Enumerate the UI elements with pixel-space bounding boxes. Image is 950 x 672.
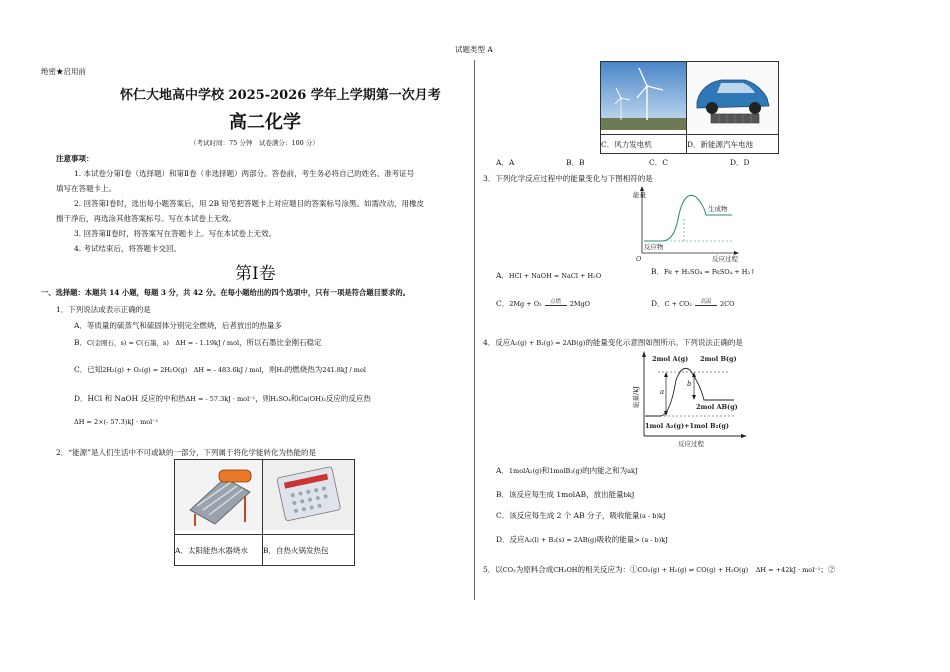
q4-option-b: [496, 489, 634, 500]
q2-answer-d: D．D: [730, 158, 750, 167]
q4-d-prefix: D．反应: [496, 535, 525, 544]
q3-b-prefix: B．: [651, 267, 665, 276]
q4-a-prefix: A．: [496, 466, 509, 475]
q3-d-condition: 高温: [700, 299, 712, 305]
note-line: 3. 回答第Ⅱ卷时，将答案写在答题卡上。写在本试卷上无效。: [74, 229, 277, 238]
q5-suffix: 的相关反应为：①: [577, 565, 638, 574]
q1-d-mid: ，则: [255, 394, 271, 403]
q2-stem: 2．“能源”是人们生活中不可或缺的一部分，下列属于将化学能转化为热能的是: [56, 448, 316, 457]
q4-label-b: b: [687, 380, 692, 388]
heating-pack-image: [263, 460, 355, 535]
column-divider: [474, 60, 475, 600]
q3-product-label: 生成物: [708, 205, 728, 213]
q4-stem-equation: A₂(g) + B₂(g) = 2AB(g): [510, 339, 586, 347]
notes-heading: 注意事项：: [56, 154, 94, 163]
q4-c-value: (a - b)kJ: [639, 512, 666, 520]
q1-c-suffix: 的燃烧热为: [284, 365, 323, 374]
part1-instruction: 一、选择题：本题共 14 小题，每题 3 分，共 42 分。在每小题给出的四个选项中，只有一项是符合题目要求的。: [41, 288, 410, 297]
q4-label-a: a: [660, 388, 665, 396]
q3-a-prefix: A．: [496, 271, 509, 280]
q4-d-suffix: 吸收的能量: [596, 535, 635, 544]
paper-type: 试题类型 A: [455, 45, 493, 54]
q4-d-equation: A₂(l) + B₂(s) = 2AB(g): [524, 536, 597, 544]
q5-ch3oh: CH₃OH: [553, 566, 578, 574]
q4-b-text: B．该反应每生成 1molAB，放出能量: [496, 490, 624, 499]
q3-stem: 3．下列化学反应过程中的能量变化与下图相符的是: [483, 174, 653, 183]
q1-option-a: A．等质量的硫蒸气和硫固体分别完全燃烧，后者放出的热量多: [74, 321, 282, 330]
q5-mid: 为原料合成: [515, 565, 554, 574]
q1-c-h2: H₂: [276, 366, 285, 374]
q1-option-d: [74, 393, 371, 404]
q3-a-equation: HCl + NaOH = NaCl + H₂O: [508, 272, 602, 280]
q4-d-value: > (a - b)kJ: [634, 536, 668, 544]
q3-d-right: 2CO: [719, 300, 735, 308]
q4-energy-diagram: [630, 350, 750, 450]
q4-x-label: 反应过程: [678, 440, 704, 448]
q2-caption-b: B．自热火锅发热包: [263, 535, 355, 566]
q2-image-table-left: [174, 459, 355, 566]
wind-turbine-image: [601, 62, 687, 135]
q1-b-equation: C(金刚石，s) = C(石墨，s) ΔH = - 1.19kJ / mol: [87, 339, 240, 347]
q3-option-a: [496, 270, 601, 281]
q2-caption-a: A．太阳能热水器烧水: [175, 535, 263, 566]
q1-b-prefix: B．: [74, 338, 88, 347]
q5-dh: ΔH = +42kJ · mol⁻¹: [755, 566, 821, 574]
q1-d-and: 和: [290, 394, 299, 403]
q1-d-prefix: D．HCl 和 NaOH 反应的中和热: [74, 394, 186, 403]
electric-car-icon: [687, 62, 778, 130]
q4-a-value: akJ: [627, 467, 638, 475]
q4-option-a: [496, 465, 638, 476]
q4-label-top-a: 2mol A(g): [652, 355, 689, 363]
q4-a-x: 1molA₂(g): [508, 467, 542, 475]
q1-d-acid: H₂SO₄: [270, 395, 291, 403]
q2-answer-b: B．B: [566, 158, 585, 167]
q2-image-table-right: [600, 61, 779, 154]
q3-origin-label: O: [636, 255, 642, 263]
q3-reactant-label: 反应物: [644, 243, 664, 251]
note-line: 4. 考试结束后，将答题卡交回。: [74, 244, 182, 253]
q5-stem: [483, 564, 835, 575]
exam-info: （考试时间：75 分钟 试卷满分：100 分）: [190, 139, 319, 147]
q4-b-value: bkJ: [623, 491, 635, 499]
q3-d-prefix: D．: [651, 299, 665, 308]
q3-option-c: [496, 298, 590, 309]
q4-c-text: C．该反应每生成 2 个 AB 分子，吸收能量: [496, 511, 640, 520]
q4-a-suffix: 的内能之和为: [582, 466, 628, 475]
q3-d-arrow: [695, 297, 717, 306]
q3-c-arrow: [545, 297, 567, 306]
q3-b-equation: Fe + H₂SO₄ = FeSO₄ + H₂↑: [664, 268, 756, 276]
q3-c-right: 2MgO: [569, 300, 590, 308]
q2-answer-a: A．A: [496, 158, 515, 167]
q1-d-line2: ΔH = 2×(- 57.3)kJ · mol⁻¹: [74, 418, 159, 426]
note-line: 填写在答题卡上。: [56, 184, 116, 193]
q5-end: ；②: [820, 565, 836, 574]
q1-c-prefix: C．已知: [74, 365, 103, 374]
heating-pack-icon: [263, 460, 354, 530]
school-title: 怀仁大地高中学校 2025-2026 学年上学期第一次月考: [120, 88, 441, 103]
q2-caption-d: D．新能源汽车电池: [687, 135, 779, 154]
q3-energy-diagram: [632, 183, 742, 263]
q3-c-left: 2Mg + O₂: [509, 300, 542, 308]
q1-c-value: 241.8kJ / mol: [322, 366, 366, 374]
q5-co2: CO₂: [502, 566, 516, 574]
q4-label-top-b: 2mol B(g): [700, 355, 737, 363]
q4-option-d: [496, 534, 668, 545]
q1-option-b: [74, 337, 322, 348]
q4-option-c: [496, 510, 665, 521]
ev-battery-image: [687, 62, 779, 135]
q1-c-mid: ，则: [261, 365, 277, 374]
q2-answer-c: C．C: [649, 158, 668, 167]
note-line: 1. 本试卷分第Ⅰ卷（选择题）和第Ⅱ卷（非选择题）两部分。答卷前，考生务必将自己的姓名、准考证号: [74, 169, 415, 178]
q2-caption-c: C．风力发电机: [601, 135, 687, 154]
q3-option-b: [651, 266, 756, 277]
q3-option-d: [651, 298, 734, 309]
q4-a-y: 1molB₂(g): [549, 467, 583, 475]
solar-water-heater-icon: [175, 460, 262, 530]
q4-stem-prefix: 4．反应: [483, 338, 511, 347]
q4-label-mid: 2mol AB(g): [696, 403, 738, 411]
note-line: 擦干净后，再选涂其他答案标号。写在本试卷上无效。: [56, 214, 236, 223]
q1-d-base: Ca(OH)₂: [298, 395, 326, 403]
solar-heater-image: [175, 460, 263, 535]
q3-c-condition: 点燃: [550, 299, 562, 305]
confidential-mark: 绝密★启用前: [41, 67, 86, 76]
q1-d-equation: ΔH = - 57.3kJ · mol⁻¹: [185, 395, 256, 403]
wind-turbine-icon: [601, 62, 686, 130]
part1-title: 第Ⅰ卷: [235, 264, 276, 284]
q3-d-left: C + CO₂: [664, 300, 692, 308]
q1-b-suffix: ，所以石墨比金刚石稳定: [239, 338, 322, 347]
q5-equation: CO₂(g) + H₂(g) ⇌ CO(g) + H₂O(g): [637, 566, 749, 574]
q4-stem: [483, 337, 743, 348]
subject-title: 高二化学: [229, 112, 301, 133]
q4-a-and: 和: [541, 466, 550, 475]
q3-x-label: 反应过程: [712, 255, 738, 263]
q4-y-label: 能量/kJ: [632, 386, 640, 408]
q1-stem: 1．下列说法或表示正确的是: [56, 305, 151, 314]
q1-c-equation: 2H₂(g) + O₂(g) = 2H₂O(g) ΔH = - 483.6kJ / mol: [102, 366, 262, 374]
q3-y-label: 能量: [633, 191, 646, 199]
q3-c-prefix: C．: [496, 299, 510, 308]
note-line: 2. 回答第Ⅰ卷时，选出每小题答案后，用 2B 铅笔把答题卡上对应题目的答案标号涂黑。如需改动，用橡皮: [74, 199, 425, 208]
q5-prefix: 5．以: [483, 565, 503, 574]
q1-d-suffix: 反应的反应热: [325, 394, 371, 403]
q1-option-c: [74, 364, 366, 375]
q4-stem-suffix: 的能量变化示意图如图所示。下列说法正确的是: [585, 338, 743, 347]
q4-label-bottom: 1mol A₂(g)+1mol B₂(g): [645, 422, 730, 430]
